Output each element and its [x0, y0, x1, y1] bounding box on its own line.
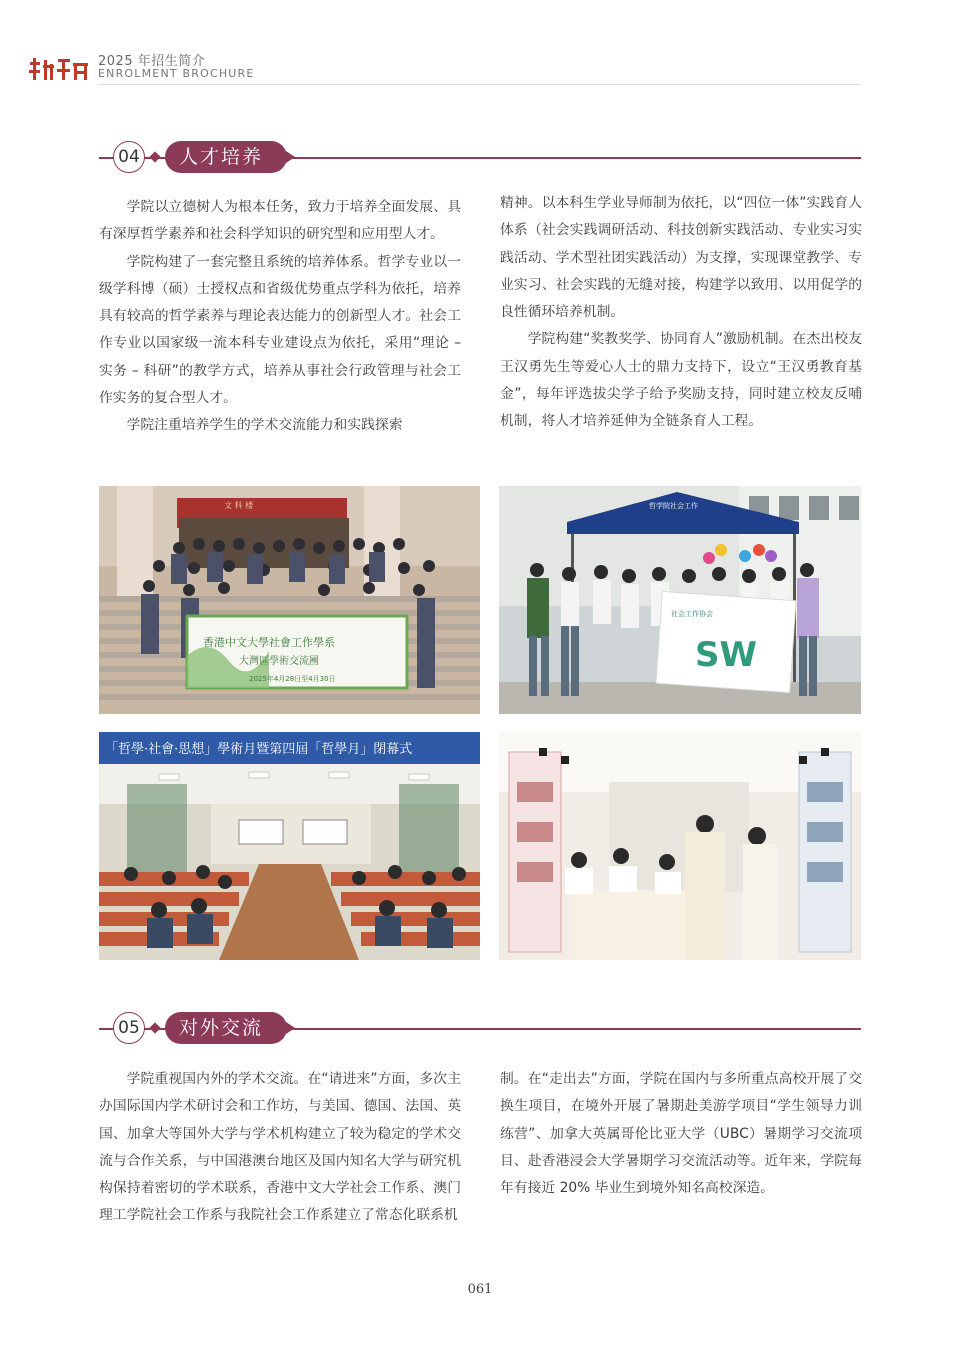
diamond-icon	[149, 151, 160, 162]
page-header	[28, 46, 860, 86]
paragraph: 学院构建“奖教奖学、协同育人”激励机制。在杰出校友王汉勇先生等爱心人士的鼎力支持下，设立“王汉勇教育基金”，每年评选拔尖学子给予奖励支持，同时建立校友反哺机制，将人才培养延伸为全链条育人工程。	[500, 331, 862, 430]
brochure-title: 2025 年招生简介	[98, 54, 206, 69]
banner-line-2: 大灣區學術交流團	[239, 656, 319, 667]
section-05-header	[99, 1012, 861, 1046]
paragraph: 学院构建了一套完整且系统的培养体系。哲学专业以一级学科博（硕）士授权点和省级优势重点学科为依托，培养具有较高的哲学素养与理论表达能力的创新型人才。社会工作专业以国家级一流本科专业建设点为依托，采用“理论 – 实务 – 科研”的教学方式，培养从事社会行政管理与社会工作实务的复合型人才。	[99, 253, 461, 407]
event-banner: 「哲學·社會·思想」學術月暨第四屆「哲學月」閉幕式	[105, 742, 413, 757]
sw-logo-text: SW	[695, 635, 757, 675]
photo-lecture-hall	[99, 732, 480, 960]
section-05-right-column	[500, 1066, 862, 1202]
section-title: 对外交流	[165, 1012, 287, 1044]
banner-line-1: 香港中文大學社會工作學系	[203, 636, 335, 649]
section-number: 04	[113, 141, 145, 173]
section-04-header	[99, 141, 861, 175]
section-04-right-column	[500, 190, 862, 436]
section-number: 05	[113, 1012, 145, 1044]
paragraph: 学院重视国内外的学术交流。在“请进来”方面，多次主办国际国内学术研讨会和工作坊，与美国、德国、法国、英国、加拿大等国外大学与学术机构建立了较为稳定的学术交流与合作关系，与中国港澳台地区及国内知名大学与研究机构保持着密切的学术联系，香港中文大学社会工作系、澳门理工学院社会工作系与我院社会工作系建立了常态化联系机	[99, 1071, 461, 1224]
paragraph: 学院以立德树人为根本任务，致力于培养全面发展、具有深厚哲学素养和社会科学知识的研究型和应用型人才。	[99, 199, 461, 243]
paragraph-continuation: 制。在“走出去”方面，学院在国内与多所重点高校开展了交换生项目，在境外开展了暑期赴美游学项目“学生领导力训练营”、加拿大英属哥伦比亚大学（UBC）暑期学习交流项目、赴香港浸会大学暑期学习交流活动等。近年来，学院每年有接近 20% 毕业生到境外知名高校深造。	[500, 1071, 862, 1197]
paragraph: 学院注重培养学生的学术交流能力和实践探索	[126, 417, 403, 434]
section-05-left-column	[99, 1066, 461, 1230]
section-title: 人才培养	[165, 141, 287, 173]
school-logo-icon	[28, 56, 90, 82]
page-number: 061	[467, 1282, 493, 1297]
paragraph-continuation: 精神。以本科生学业导师制为依托，以“四位一体”实践育人体系（社会实践调研活动、科技创新实践活动、专业实习实践活动、学术型社团实践活动）为支撑，实现课堂教学、专业实习、社会实践的无缝对接，构建学以致用、以用促学的良性循环培养机制。	[500, 195, 862, 321]
brochure-subtitle: ENROLMENT BROCHURE	[98, 67, 255, 80]
club-banner-text: 社会工作协会	[671, 610, 713, 618]
photo-group-exchange	[99, 486, 480, 714]
banner-date: 2025年4月28日至4月30日	[249, 675, 336, 683]
tent-text: 哲学院社会工作	[649, 502, 698, 510]
section-04-left-column	[99, 194, 461, 440]
building-sign: 文 科 楼	[224, 501, 254, 510]
photo-drama-performance	[499, 732, 880, 960]
photo-social-work-club	[499, 486, 880, 714]
header-divider	[98, 84, 860, 85]
diamond-icon	[149, 1022, 160, 1033]
